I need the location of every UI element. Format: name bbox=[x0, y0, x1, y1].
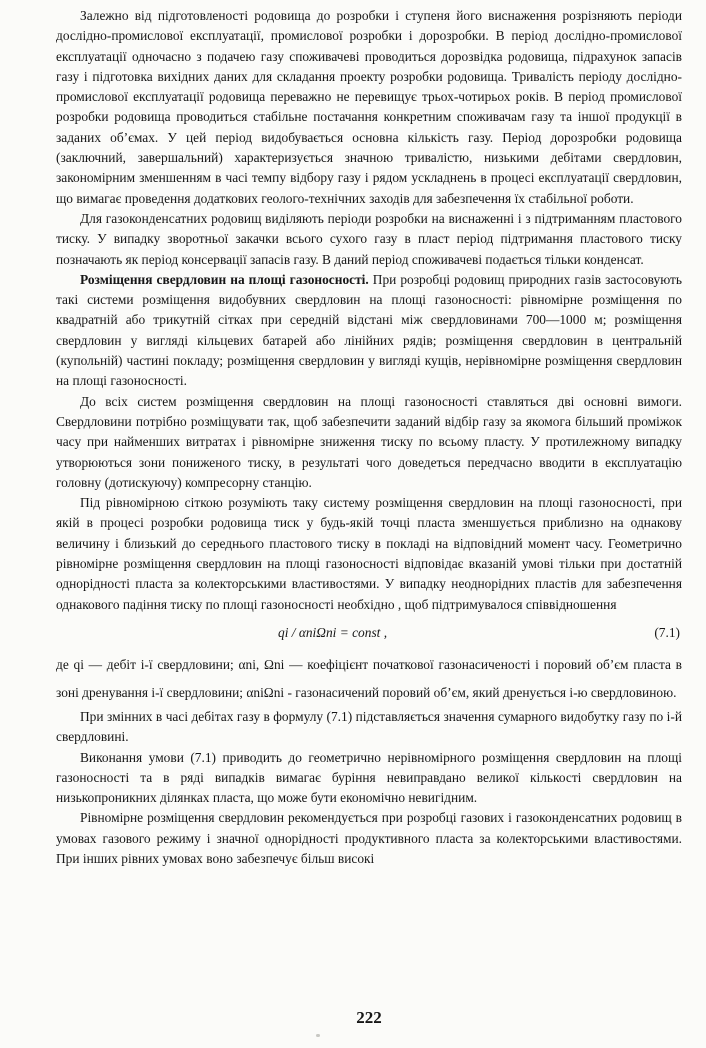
paragraph-well-placement-text: При розробці родовищ природних газів застосовують такі системи розміщення видобувних свердловин на площі газоносності: рівномірне розміщення по квадратній або трикутній сітках при середній відстані між свердловинами 700—1000 м; розміщення свердловин у вигляді кільцевих батарей або лінійних рядів; розміщення свердловин в центральній (купольній) частині покладу; розміщення свердловин у вигляді кущів, нерівномірне розміщення свердловин на площі газоносності. bbox=[56, 271, 682, 389]
paragraph-well-placement bbox=[56, 270, 682, 392]
page-number: 222 bbox=[356, 1008, 382, 1027]
formula-expression: qi / αniΩni = const , bbox=[278, 624, 388, 640]
document-page bbox=[56, 0, 682, 1048]
paragraph-gas-condensate: Для газоконденсатних родовищ виділяють періоди розробки на виснаженні і з підтриманням пластового тиску. У випадку зворотньої закачки всього сухого газу в пласт період підтримання пластового тиску позначають як період консервації запасів газу. В даний період споживачеві подається тільки конденсат. bbox=[56, 210, 682, 267]
section-heading: Розміщення свердловин на площі газоносності. bbox=[80, 271, 369, 287]
formula-definitions: де qi — дебіт i-ї свердловини; αni, Ωni — коефіцієнт початкової газонасиченості і поровий об’єм пласта в зоні дренування i-ї свердловини; αniΩni - газонасичений поровий об’єм, який дренується i-ю свердловиною. bbox=[56, 656, 682, 700]
paragraph-uniform-grid: Під рівномірною сіткою розуміють таку систему розміщення свердловин на площі газоносності, при якій в процесі розробки родовища тиск у будь-якій точці пласта зменшується приблизно на однакову величину і близький до середнього пластового тиску в покладі на відповідний момент часу. Геометрично рівномірне розміщення свердловин на площі газоносності відповідає вказаній умові тільки при достатній однорідності пласта за колекторськими властивостями. У випадку неоднорідних пластів для забезпечення однакового падіння тиску по площі газоносності необхідно , щоб підтримувалося співвідношення bbox=[56, 495, 682, 612]
body-text bbox=[56, 6, 682, 869]
paragraph-nonuniform: Виконання умови (7.1) приводить до геометрично нерівномірного розміщення свердловин на площі газоносності та в ряді випадків вимагає буріння невиправдано великої кількості свердловин на низькопроникних ділянках пласта, що може бути економічно невигідним. bbox=[56, 749, 682, 806]
formula-number: (7.1) bbox=[654, 624, 680, 640]
paragraph-variable-rates: При змінних в часі дебітах газу в формулу (7.1) підставляється значення сумарного видобутку газу по i-й свердловині. bbox=[56, 708, 682, 745]
paragraph-requirements: До всіх систем розміщення свердловин на площі газоносності ставляться дві основні вимоги. Свердловини потрібно розміщувати так, щоб забезпечити заданий відбір газу за якомога більший проміжок часу при найменших витратах і рівномірне зниження тиску по всьому пласту. У протилежному випадку утворюються зони пониженого тиску, в результаті чого доведеться передчасно вводити в експлуатацію головну (дотискуючу) компресорну станцію. bbox=[56, 393, 682, 490]
formula-7-1 bbox=[56, 615, 682, 651]
scan-dot bbox=[316, 1034, 320, 1037]
paragraph-periods: Залежно від підготовленості родовища до розробки і ступеня його виснаження розрізняють періоди дослідно-промислової експлуатації, промислової розробки і дорозробки. В період дослідно-промислової експлуатації одночасно з подачею газу споживачеві проводиться дорозвідка родовища, підрахунок запасів газу і підготовка вихідних даних для складання проекту розробки родовища. Тривалість періоду дослідно-промислової експлуатації родовища переважно не перевищує трьох-чотирьох років. В період промислової розробки родовища проводиться стабільне постачання конкретним споживачам газу та іншої продукції в заданих об’ємах. У цей період видобувається основна кількість газу. Період дорозробки родовища (заключний, завершальний) характеризується значною тривалістю, низькими дебітами свердловин, закономірним зменшенням в часі темпу відбору газу і рядом ускладнень в процесі експлуатації свердловин, що вимагає проведення додаткових геолого-технічних заходів для забезпечення їх стабільної роботи. bbox=[56, 8, 682, 206]
paragraph-uniform-recommendation: Рівномірне розміщення свердловин рекомендується при розробці газових і газоконденсатних родовищ в умовах газового режиму і значної однорідності продуктивного пласта за колекторськими властивостями. При інших рівних умовах воно забезпечує більш високі bbox=[56, 810, 682, 866]
